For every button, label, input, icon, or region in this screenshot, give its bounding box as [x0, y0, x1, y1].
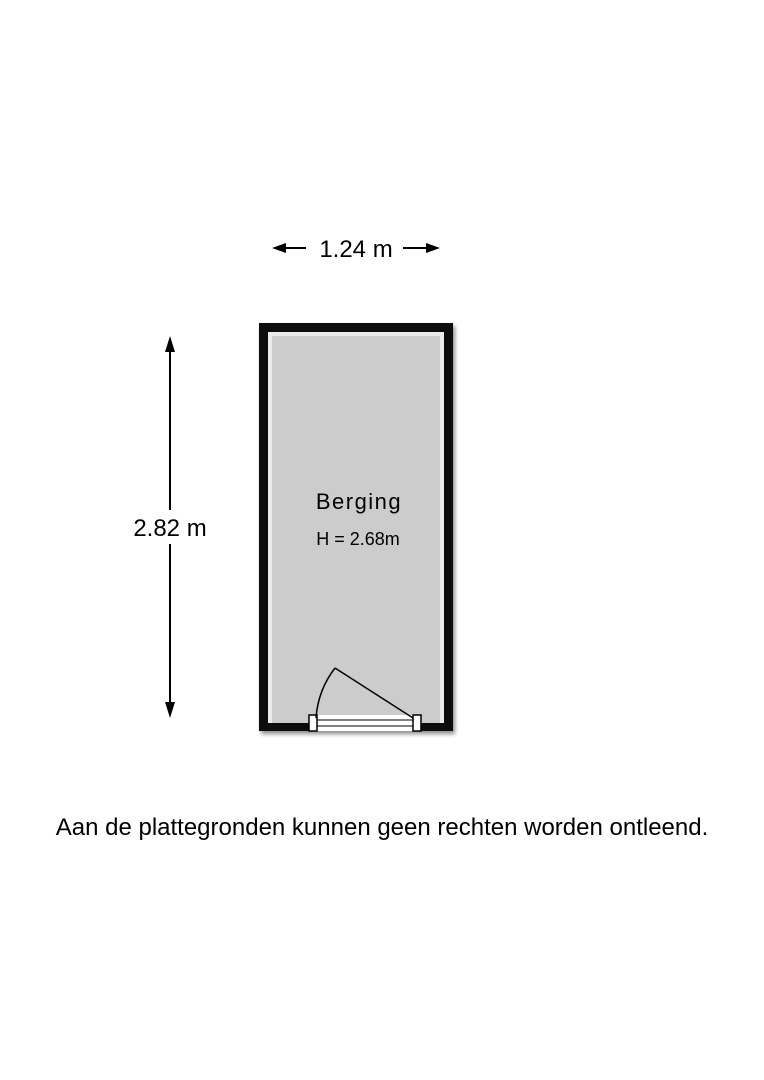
room-berging	[259, 323, 453, 731]
height-arrowhead-bottom	[165, 702, 175, 718]
door-jamb-right	[413, 715, 421, 731]
width-arrowhead-right	[426, 243, 440, 253]
height-dimension-label: 2.82 m	[133, 515, 207, 542]
room-height-label: H = 2.68m	[316, 529, 400, 549]
disclaimer-text: Aan de plattegronden kunnen geen rechten worden ontleend.	[55, 814, 709, 841]
door-opening	[309, 715, 421, 731]
width-arrowhead-left	[272, 243, 286, 253]
height-arrowhead-top	[165, 336, 175, 352]
width-dimension	[272, 236, 440, 263]
height-dimension	[126, 336, 216, 718]
room-name: Berging	[315, 489, 403, 514]
width-dimension-label: 1.24 m	[319, 236, 393, 263]
